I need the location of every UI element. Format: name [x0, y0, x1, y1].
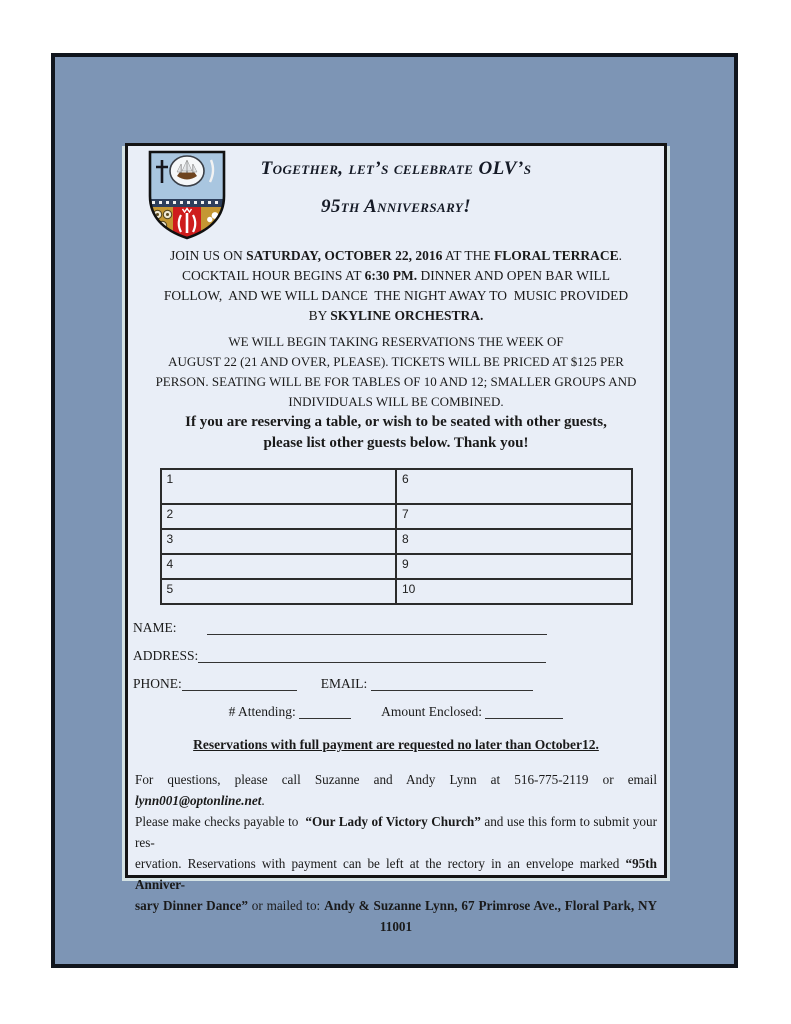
- amount-blank-line: [485, 704, 563, 719]
- guest-table-row: [161, 469, 632, 504]
- guest-table-cell: 3: [161, 529, 397, 554]
- guest-table: [160, 468, 633, 605]
- flyer-page: [125, 143, 667, 934]
- guest-table-cell: 9: [396, 554, 632, 579]
- text-line: For questions, please call Suzanne and Andy Lynn at 516-775-2119 or email lynn001@optonline.net.: [135, 772, 661, 808]
- text-line: If you are reserving a table, or wish to be seated with other guests,: [185, 414, 607, 430]
- text-line: COCKTAIL HOUR BEGINS AT 6:30 PM. DINNER AND OPEN BAR WILL: [181, 268, 611, 283]
- footer-paragraph: [135, 769, 661, 937]
- guest-table-cell: 6: [396, 469, 632, 504]
- guest-table-cell: 5: [161, 579, 397, 604]
- phone-email-field-row: [133, 673, 659, 701]
- attending-label: # Attending:: [228, 704, 296, 719]
- guest-table-row: [161, 504, 632, 529]
- title-line-2: 95th Anniversary!: [320, 196, 472, 217]
- guest-list-note: [133, 412, 659, 454]
- text-line: ervation. Reservations with payment can be left at the rectory in an envelope marked “95th Anniver-: [135, 856, 660, 892]
- name-field-row: [133, 617, 659, 645]
- contact-form: [133, 617, 659, 729]
- parish-crest-icon: [145, 149, 229, 241]
- guest-table-row: [161, 529, 632, 554]
- guest-table-cell: 8: [396, 529, 632, 554]
- text-line: JOIN US ON SATURDAY, OCTOBER 22, 2016 AT THE FLORAL TERRACE.: [170, 248, 622, 263]
- title-line-1: Together, let’s celebrate OLV’s: [260, 158, 532, 179]
- text-line: INDIVIDUALS WILL BE COMBINED.: [288, 394, 504, 409]
- text-line: sary Dinner Dance” or mailed to: Andy & Suzanne Lynn, 67 Primrose Ave., Floral Park, NY: [135, 898, 658, 913]
- guest-table-cell: 4: [161, 554, 397, 579]
- text-line: please list other guests below. Thank you!: [263, 435, 529, 451]
- guest-table-row: [161, 579, 632, 604]
- text-line: FOLLOW, AND WE WILL DANCE THE NIGHT AWAY TO MUSIC PROVIDED: [163, 288, 629, 303]
- phone-label: PHONE:: [133, 676, 182, 691]
- text-line: Please make checks payable to “Our Lady of Victory Church” and use this form to submit your res-: [135, 814, 661, 850]
- name-blank-line: [207, 620, 547, 635]
- text-line: 11001: [379, 919, 413, 934]
- amount-enclosed-label: Amount Enclosed:: [381, 704, 482, 719]
- text-line: PERSON. SEATING WILL BE FOR TABLES OF 10 AND 12; SMALLER GROUPS AND: [155, 374, 637, 389]
- guest-table-cell: 10: [396, 579, 632, 604]
- guest-table-row: [161, 554, 632, 579]
- phone-blank-line: [182, 676, 297, 691]
- address-field-row: [133, 645, 659, 673]
- address-blank-line: [198, 648, 546, 663]
- attending-blank-line: [299, 704, 351, 719]
- guest-table-cell: 7: [396, 504, 632, 529]
- name-label: NAME:: [133, 620, 177, 635]
- attending-amount-row: [133, 701, 659, 729]
- guest-table-cell: 2: [161, 504, 397, 529]
- text-line: BY SKYLINE ORCHESTRA.: [308, 308, 484, 323]
- text-line: AUGUST 22 (21 AND OVER, PLEASE). TICKETS WILL BE PRICED AT $125 PER: [168, 354, 624, 369]
- guest-table-cell: 1: [161, 469, 397, 504]
- event-intro-paragraph: [133, 246, 659, 326]
- reservation-info-paragraph: [133, 332, 659, 412]
- text-line: WE WILL BEGIN TAKING RESERVATIONS THE WEEK OF: [228, 334, 564, 349]
- address-label: ADDRESS:: [133, 648, 199, 663]
- email-label: EMAIL:: [320, 676, 368, 691]
- deadline-note: Reservations with full payment are requested no later than October12.: [193, 737, 599, 752]
- email-blank-line: [371, 676, 533, 691]
